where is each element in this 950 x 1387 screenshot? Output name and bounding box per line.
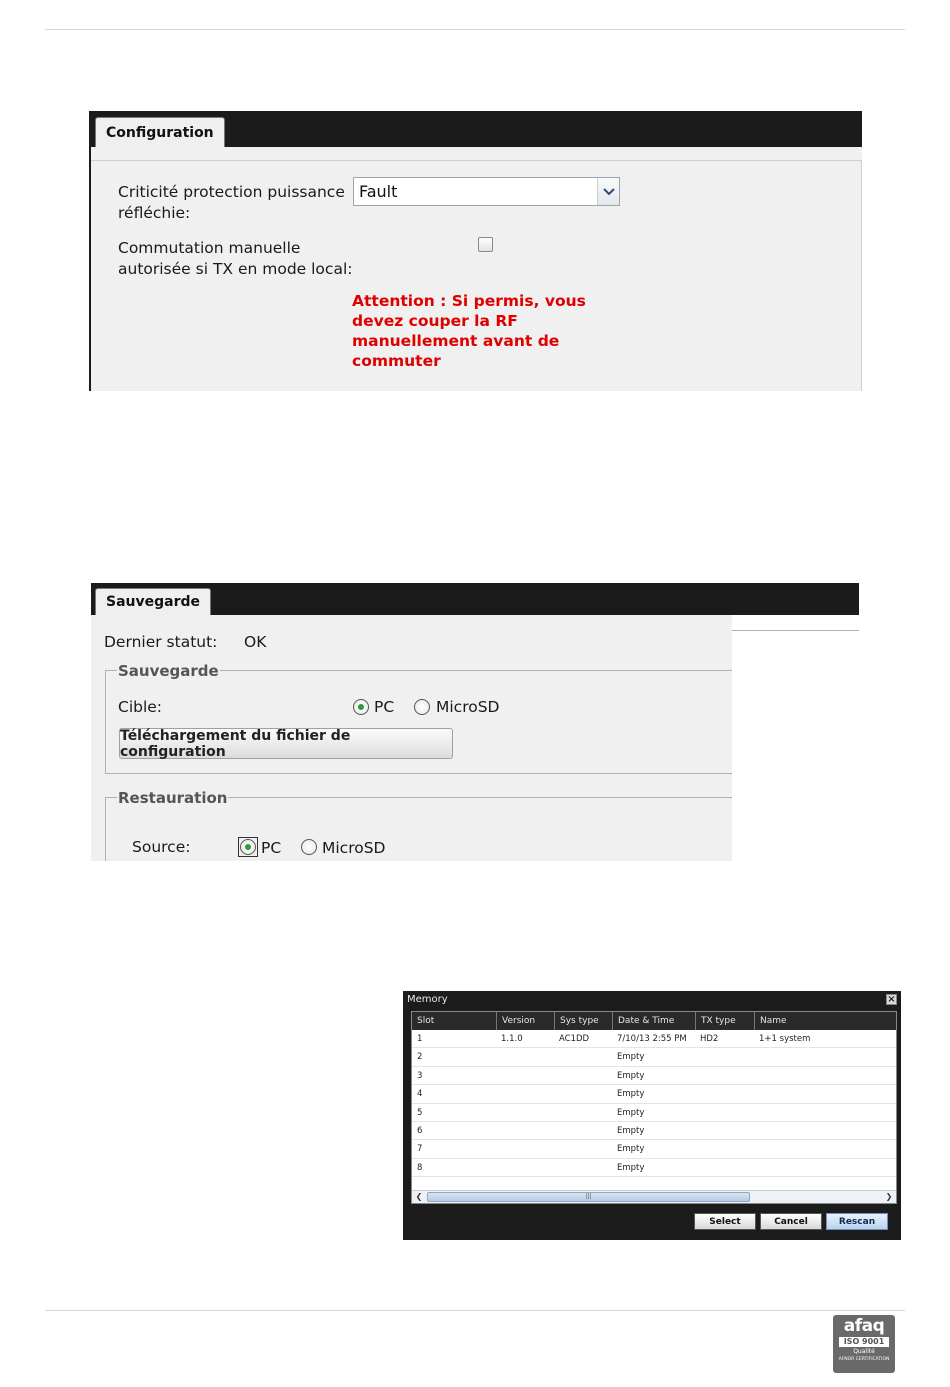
table-row[interactable]: [412, 1104, 896, 1122]
side-area: [732, 615, 859, 861]
logo-brand: afaq: [843, 1316, 885, 1336]
table-cell: Empty: [617, 1107, 645, 1118]
column-header-slot[interactable]: Slot: [417, 1016, 435, 1026]
table-cell: Empty: [617, 1089, 645, 1100]
divider: [732, 630, 859, 631]
column-header-version[interactable]: Version: [496, 1012, 554, 1030]
scroll-right-icon[interactable]: ❯: [885, 1192, 893, 1201]
warning-message: [352, 291, 612, 371]
commutation-checkbox[interactable]: [478, 237, 493, 252]
source-microsd-radio[interactable]: [301, 839, 317, 855]
table-row[interactable]: [412, 1048, 896, 1066]
table-cell: 7: [417, 1144, 423, 1155]
criticite-label: [118, 182, 345, 224]
configuration-panel: [89, 111, 862, 391]
chevron-down-icon[interactable]: [597, 178, 619, 205]
column-header-date-time[interactable]: Date & Time: [612, 1012, 695, 1030]
target-label: Cible:: [118, 698, 163, 716]
warning-line1: Attention : Si permis, vous: [352, 292, 586, 310]
panel-header-bar: [91, 111, 862, 147]
fieldset-border: [105, 797, 106, 861]
table-cell: 3: [417, 1070, 423, 1081]
table-row[interactable]: [412, 1122, 896, 1140]
table-cell: 2: [417, 1052, 423, 1063]
memory-grid: [411, 1011, 897, 1204]
target-microsd-radio[interactable]: [414, 699, 430, 715]
table-cell: 4: [417, 1089, 423, 1100]
table-cell: 8: [417, 1162, 423, 1173]
criticite-label-line2: réfléchie:: [118, 204, 191, 222]
horizontal-scrollbar[interactable]: [412, 1190, 896, 1203]
tab-configuration[interactable]: Configuration: [95, 117, 225, 147]
last-status-label: Dernier statut:: [104, 633, 218, 651]
table-cell: HD2: [700, 1034, 719, 1044]
source-microsd-label: MicroSD: [322, 839, 386, 857]
column-header-name[interactable]: Name: [754, 1012, 897, 1030]
source-pc-label: PC: [261, 839, 282, 857]
grid-header: [412, 1012, 896, 1030]
table-row[interactable]: [412, 1140, 896, 1158]
top-rule: [45, 29, 905, 30]
target-microsd-label: MicroSD: [436, 698, 500, 716]
criticite-select-value: Fault: [359, 182, 398, 201]
warning-line2: devez couper la RF: [352, 312, 518, 330]
bottom-rule: [45, 1310, 905, 1311]
table-cell: Empty: [617, 1144, 645, 1155]
table-row[interactable]: [412, 1085, 896, 1103]
commutation-label-line1: Commutation manuelle: [118, 239, 301, 257]
logo-quality: Qualité: [853, 1348, 875, 1355]
criticite-label-line1: Criticité protection puissance: [118, 183, 345, 201]
table-cell: Empty: [617, 1162, 645, 1173]
table-row[interactable]: [412, 1030, 896, 1048]
sauvegarde-panel: [91, 583, 859, 861]
table-row[interactable]: [412, 1159, 896, 1177]
criticite-select[interactable]: [353, 177, 620, 206]
warning-line3: manuellement avant de: [352, 332, 560, 350]
column-header-sys-type[interactable]: Sys type: [554, 1012, 612, 1030]
fieldset-border: [105, 773, 732, 774]
logo-iso: ISO 9001: [839, 1337, 889, 1347]
table-cell: AC1DD: [559, 1034, 590, 1044]
table-cell: 6: [417, 1126, 423, 1136]
column-header-tx-type[interactable]: TX type: [695, 1012, 754, 1030]
table-cell: 1+1 system: [759, 1034, 811, 1044]
table-cell: 1: [417, 1034, 423, 1044]
source-label: Source:: [132, 838, 191, 856]
table-cell: 1.1.0: [501, 1034, 523, 1044]
table-cell: Empty: [617, 1126, 645, 1136]
scroll-left-icon[interactable]: ❮: [415, 1192, 423, 1201]
table-row[interactable]: [412, 1067, 896, 1085]
commutation-label: [118, 238, 352, 280]
warning-line4: commuter: [352, 352, 441, 370]
cancel-button[interactable]: Cancel: [760, 1213, 822, 1230]
panel-header-bar: [91, 583, 859, 615]
download-config-button[interactable]: Téléchargement du fichier de configuration: [119, 728, 453, 759]
table-cell: 7/10/13 2:55 PM: [617, 1034, 687, 1044]
tab-sauvegarde[interactable]: Sauvegarde: [95, 588, 211, 615]
divider: [861, 160, 862, 391]
scrollbar-thumb[interactable]: |||: [427, 1192, 750, 1202]
target-pc-radio[interactable]: [353, 699, 369, 715]
rescan-button[interactable]: Rescan: [826, 1213, 888, 1230]
memory-dialog: [403, 991, 901, 1240]
last-status-value: OK: [244, 633, 267, 651]
source-pc-radio[interactable]: [240, 839, 256, 855]
target-pc-label: PC: [374, 698, 395, 716]
backup-legend: Sauvegarde: [118, 662, 219, 680]
close-icon[interactable]: ×: [887, 994, 896, 1005]
table-cell: Empty: [617, 1052, 645, 1063]
logo-cert: AFNOR CERTIFICATION: [838, 1357, 890, 1362]
restore-legend: Restauration: [118, 789, 228, 807]
table-cell: 5: [417, 1107, 423, 1118]
table-cell: Empty: [617, 1070, 645, 1081]
afaq-iso-logo: [833, 1315, 895, 1373]
commutation-label-line2: autorisée si TX en mode local:: [118, 260, 353, 278]
fieldset-border: [105, 670, 106, 773]
select-button[interactable]: Select: [694, 1213, 756, 1230]
divider: [91, 160, 862, 161]
memory-dialog-title: Memory: [407, 994, 448, 1005]
